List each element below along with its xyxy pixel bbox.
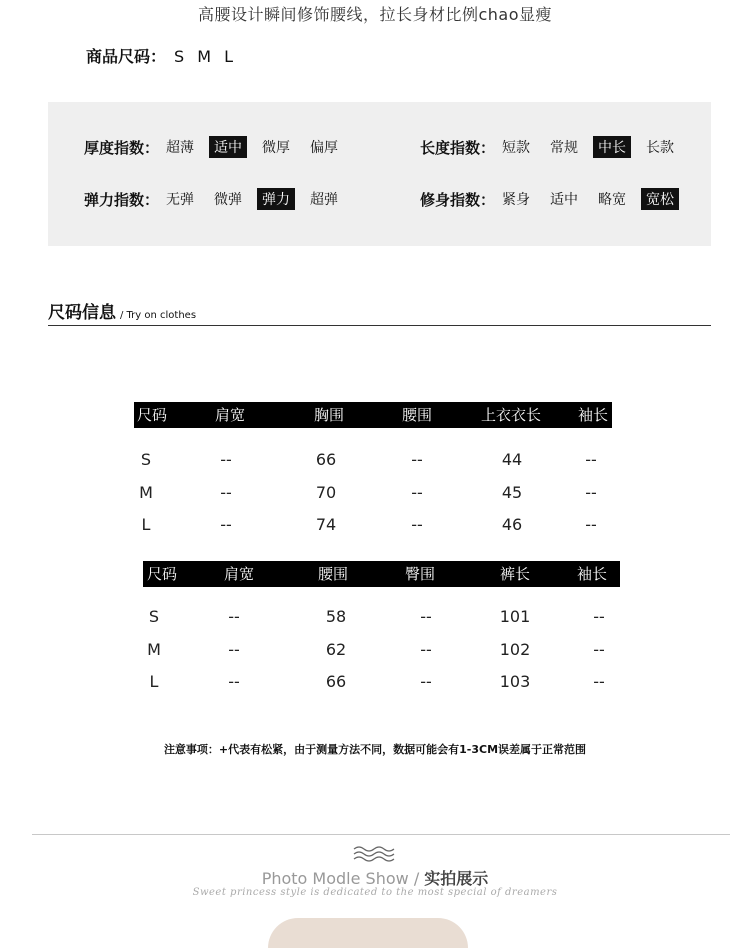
fit-option: 略宽 [598,192,627,208]
table-cell: 66 [315,450,337,469]
length-option: 常规 [550,140,579,156]
table-row [134,482,612,504]
table-row [134,449,612,471]
table-cell: 102 [499,640,531,659]
wave-icon [352,845,400,863]
table-cell: 62 [325,640,347,659]
top-table-header-cell: 尺码 [136,406,168,424]
bottom-table-header-cell: 臀围 [404,565,436,583]
fit-index-label: 修身指数： [420,190,496,209]
top-table-header-cell: 腰围 [401,406,433,424]
thickness-option: 超薄 [166,140,195,156]
table-cell: -- [585,450,597,469]
model-photo-preview [268,918,468,948]
table-cell: -- [228,672,240,691]
fit-index [420,188,689,210]
table-cell: -- [220,515,232,534]
thickness-option: 适中 [209,136,247,158]
measurement-note: 注意事项：+代表有松紧，由于测量方法不同，数据可能会有1-3CM误差属于正常范围 [163,743,587,756]
table-row [143,639,620,661]
table-cell: L [149,672,159,691]
table-cell: -- [411,515,423,534]
fit-option: 适中 [550,192,579,208]
photo-title-separator: / [413,869,420,888]
table-row [143,671,620,693]
index-panel [48,102,711,246]
product-size [86,44,237,67]
photo-section-divider [32,834,730,835]
size-section-title-cn: 尺码信息 [48,303,116,323]
fit-option: 紧身 [502,192,531,208]
length-option: 长款 [646,140,675,156]
top-table-header-cell: 胸围 [313,406,345,424]
table-cell: 44 [501,450,523,469]
table-cell: -- [228,640,240,659]
bottom-table-header-cell: 肩宽 [223,565,255,583]
bottom-table-header-cell: 腰围 [317,565,349,583]
elasticity-option: 微弹 [214,192,243,208]
product-size-value: S M L [174,47,238,66]
table-cell: 45 [501,483,523,502]
elasticity-index [84,188,353,210]
table-row [143,606,620,628]
table-cell: L [141,515,151,534]
elasticity-option: 无弹 [166,192,195,208]
top-table-header-cell: 袖长 [577,406,609,424]
top-table-header-cell: 上衣衣长 [480,406,542,424]
table-cell: M [147,640,161,659]
thickness-option: 微厚 [262,140,291,156]
size-section-title [48,298,196,323]
elasticity-index-label: 弹力指数： [84,190,160,209]
photo-section-tagline: Sweet princess style is dedicated to the most special of dreamers [192,887,558,898]
tagline: 高腰设计瞬间修饰腰线，拉长身材比例chao显瘦 [197,5,553,24]
table-row [134,514,612,536]
length-option: 短款 [502,140,531,156]
table-cell: 70 [315,483,337,502]
bottom-table-header-cell: 裤长 [499,565,531,583]
table-cell: -- [420,672,432,691]
photo-title-en: Photo Modle Show [261,869,409,888]
table-cell: -- [411,483,423,502]
table-cell: 46 [501,515,523,534]
length-option: 中长 [593,136,631,158]
table-cell: 101 [499,607,531,626]
top-table-header [134,402,612,428]
table-cell: 66 [325,672,347,691]
thickness-option: 偏厚 [310,140,339,156]
photo-title-cn: 实拍展示 [424,869,489,888]
section-divider [48,325,711,326]
product-size-label: 商品尺码： [86,47,167,66]
table-cell: -- [220,450,232,469]
photo-section-title [0,866,750,889]
thickness-index [84,136,353,158]
table-cell: -- [420,607,432,626]
table-cell: -- [593,672,605,691]
table-cell: 58 [325,607,347,626]
table-cell: -- [585,483,597,502]
thickness-index-label: 厚度指数： [84,138,160,157]
bottom-table-header-cell: 尺码 [146,565,178,583]
table-cell: -- [228,607,240,626]
fit-option: 宽松 [641,188,679,210]
table-cell: 103 [499,672,531,691]
length-index-label: 长度指数： [420,138,496,157]
table-cell: -- [593,640,605,659]
size-section-subtitle: / Try on clothes [120,310,197,321]
table-cell: -- [220,483,232,502]
table-cell: M [139,483,153,502]
table-cell: S [148,607,160,626]
table-cell: -- [585,515,597,534]
length-index [420,136,689,158]
table-cell: S [140,450,152,469]
top-table-header-cell: 肩宽 [214,406,246,424]
table-cell: -- [411,450,423,469]
bottom-table-header-cell: 袖长 [576,565,608,583]
table-cell: 74 [315,515,337,534]
elasticity-option: 弹力 [257,188,295,210]
table-cell: -- [420,640,432,659]
bottom-table-header [143,561,620,587]
table-cell: -- [593,607,605,626]
elasticity-option: 超弹 [310,192,339,208]
